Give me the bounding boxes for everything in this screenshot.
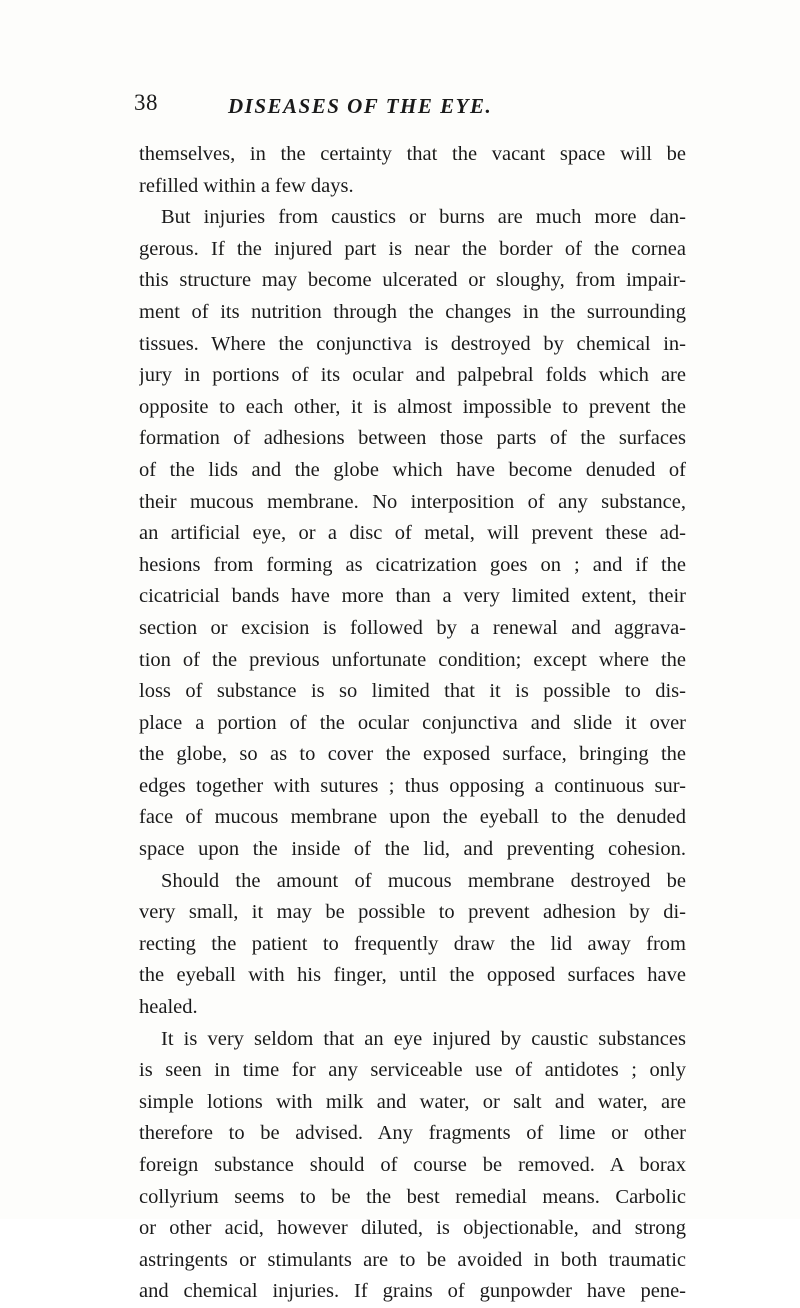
text-line: hesions from forming as cicatrization goes on ; and if the	[139, 553, 686, 576]
text-line: recting the patient to frequently draw the lid away from	[139, 932, 686, 955]
text-line: But injuries from caustics or burns are much more dan-	[161, 206, 686, 229]
text-line: loss of substance is so limited that it is possible to dis-	[139, 680, 686, 703]
text-line: themselves, in the certainty that the vacant space will be	[139, 143, 686, 165]
running-head	[0, 90, 800, 126]
text-line: ment of its nutrition through the changes in the surrounding	[139, 300, 686, 323]
text-line: collyrium seems to be the best remedial means. Carbolic	[139, 1185, 686, 1208]
text-line: It is very seldom that an eye injured by caustic substances	[161, 1027, 686, 1050]
text-line: cicatricial bands have more than a very limited extent, their	[139, 585, 686, 608]
page-number: 38	[134, 90, 158, 115]
text-line: of the lids and the globe which have become denuded of	[139, 458, 686, 481]
text-line: tion of the previous unfortunate condition; except where the	[139, 648, 686, 671]
text-line: formation of adhesions between those parts of the surfaces	[139, 427, 686, 450]
text-line: their mucous membrane. No interposition of any substance,	[139, 490, 686, 513]
text-line: or other acid, however diluted, is objectionable, and strong	[139, 1217, 686, 1240]
text-line: space upon the inside of the lid, and preventing cohesion.	[139, 838, 686, 861]
text-line: therefore to be advised. Any fragments of lime or other	[139, 1122, 686, 1145]
text-line: healed.	[139, 996, 198, 1019]
text-line: opposite to each other, it is almost impossible to prevent the	[139, 395, 686, 418]
text-line: is seen in time for any serviceable use of antidotes ; only	[139, 1059, 686, 1082]
text-line: the eyeball with his finger, until the opposed surfaces have	[139, 964, 686, 987]
text-line: place a portion of the ocular conjunctiva and slide it over	[139, 711, 686, 734]
text-line: simple lotions with milk and water, or salt and water, are	[139, 1090, 686, 1113]
text-line: jury in portions of its ocular and palpebral folds which are	[139, 364, 686, 387]
text-line: an artificial eye, or a disc of metal, will prevent these ad-	[139, 522, 686, 545]
text-line: astringents or stimulants are to be avoided in both traumatic	[139, 1248, 686, 1271]
text-line: tissues. Where the conjunctiva is destroyed by chemical in-	[139, 332, 686, 355]
text-line: the globe, so as to cover the exposed surface, bringing the	[139, 743, 686, 766]
body-text	[139, 139, 686, 1308]
text-line: refilled within a few days.	[139, 174, 354, 197]
text-line: and chemical injuries. If grains of gunpowder have pene-	[139, 1280, 686, 1303]
text-line: section or excision is followed by a renewal and aggrava-	[139, 616, 686, 639]
text-line: Should the amount of mucous membrane destroyed be	[161, 869, 686, 892]
text-line: foreign substance should of course be removed. A borax	[139, 1154, 686, 1176]
running-title: DISEASES OF THE EYE.	[228, 94, 493, 118]
text-line: this structure may become ulcerated or sloughy, from impair-	[139, 269, 686, 292]
text-line: very small, it may be possible to prevent adhesion by di-	[139, 901, 686, 924]
text-line: face of mucous membrane upon the eyeball to the denuded	[139, 806, 686, 829]
text-line: gerous. If the injured part is near the border of the cornea	[139, 237, 686, 260]
text-line: edges together with sutures ; thus opposing a continuous sur-	[139, 774, 686, 797]
